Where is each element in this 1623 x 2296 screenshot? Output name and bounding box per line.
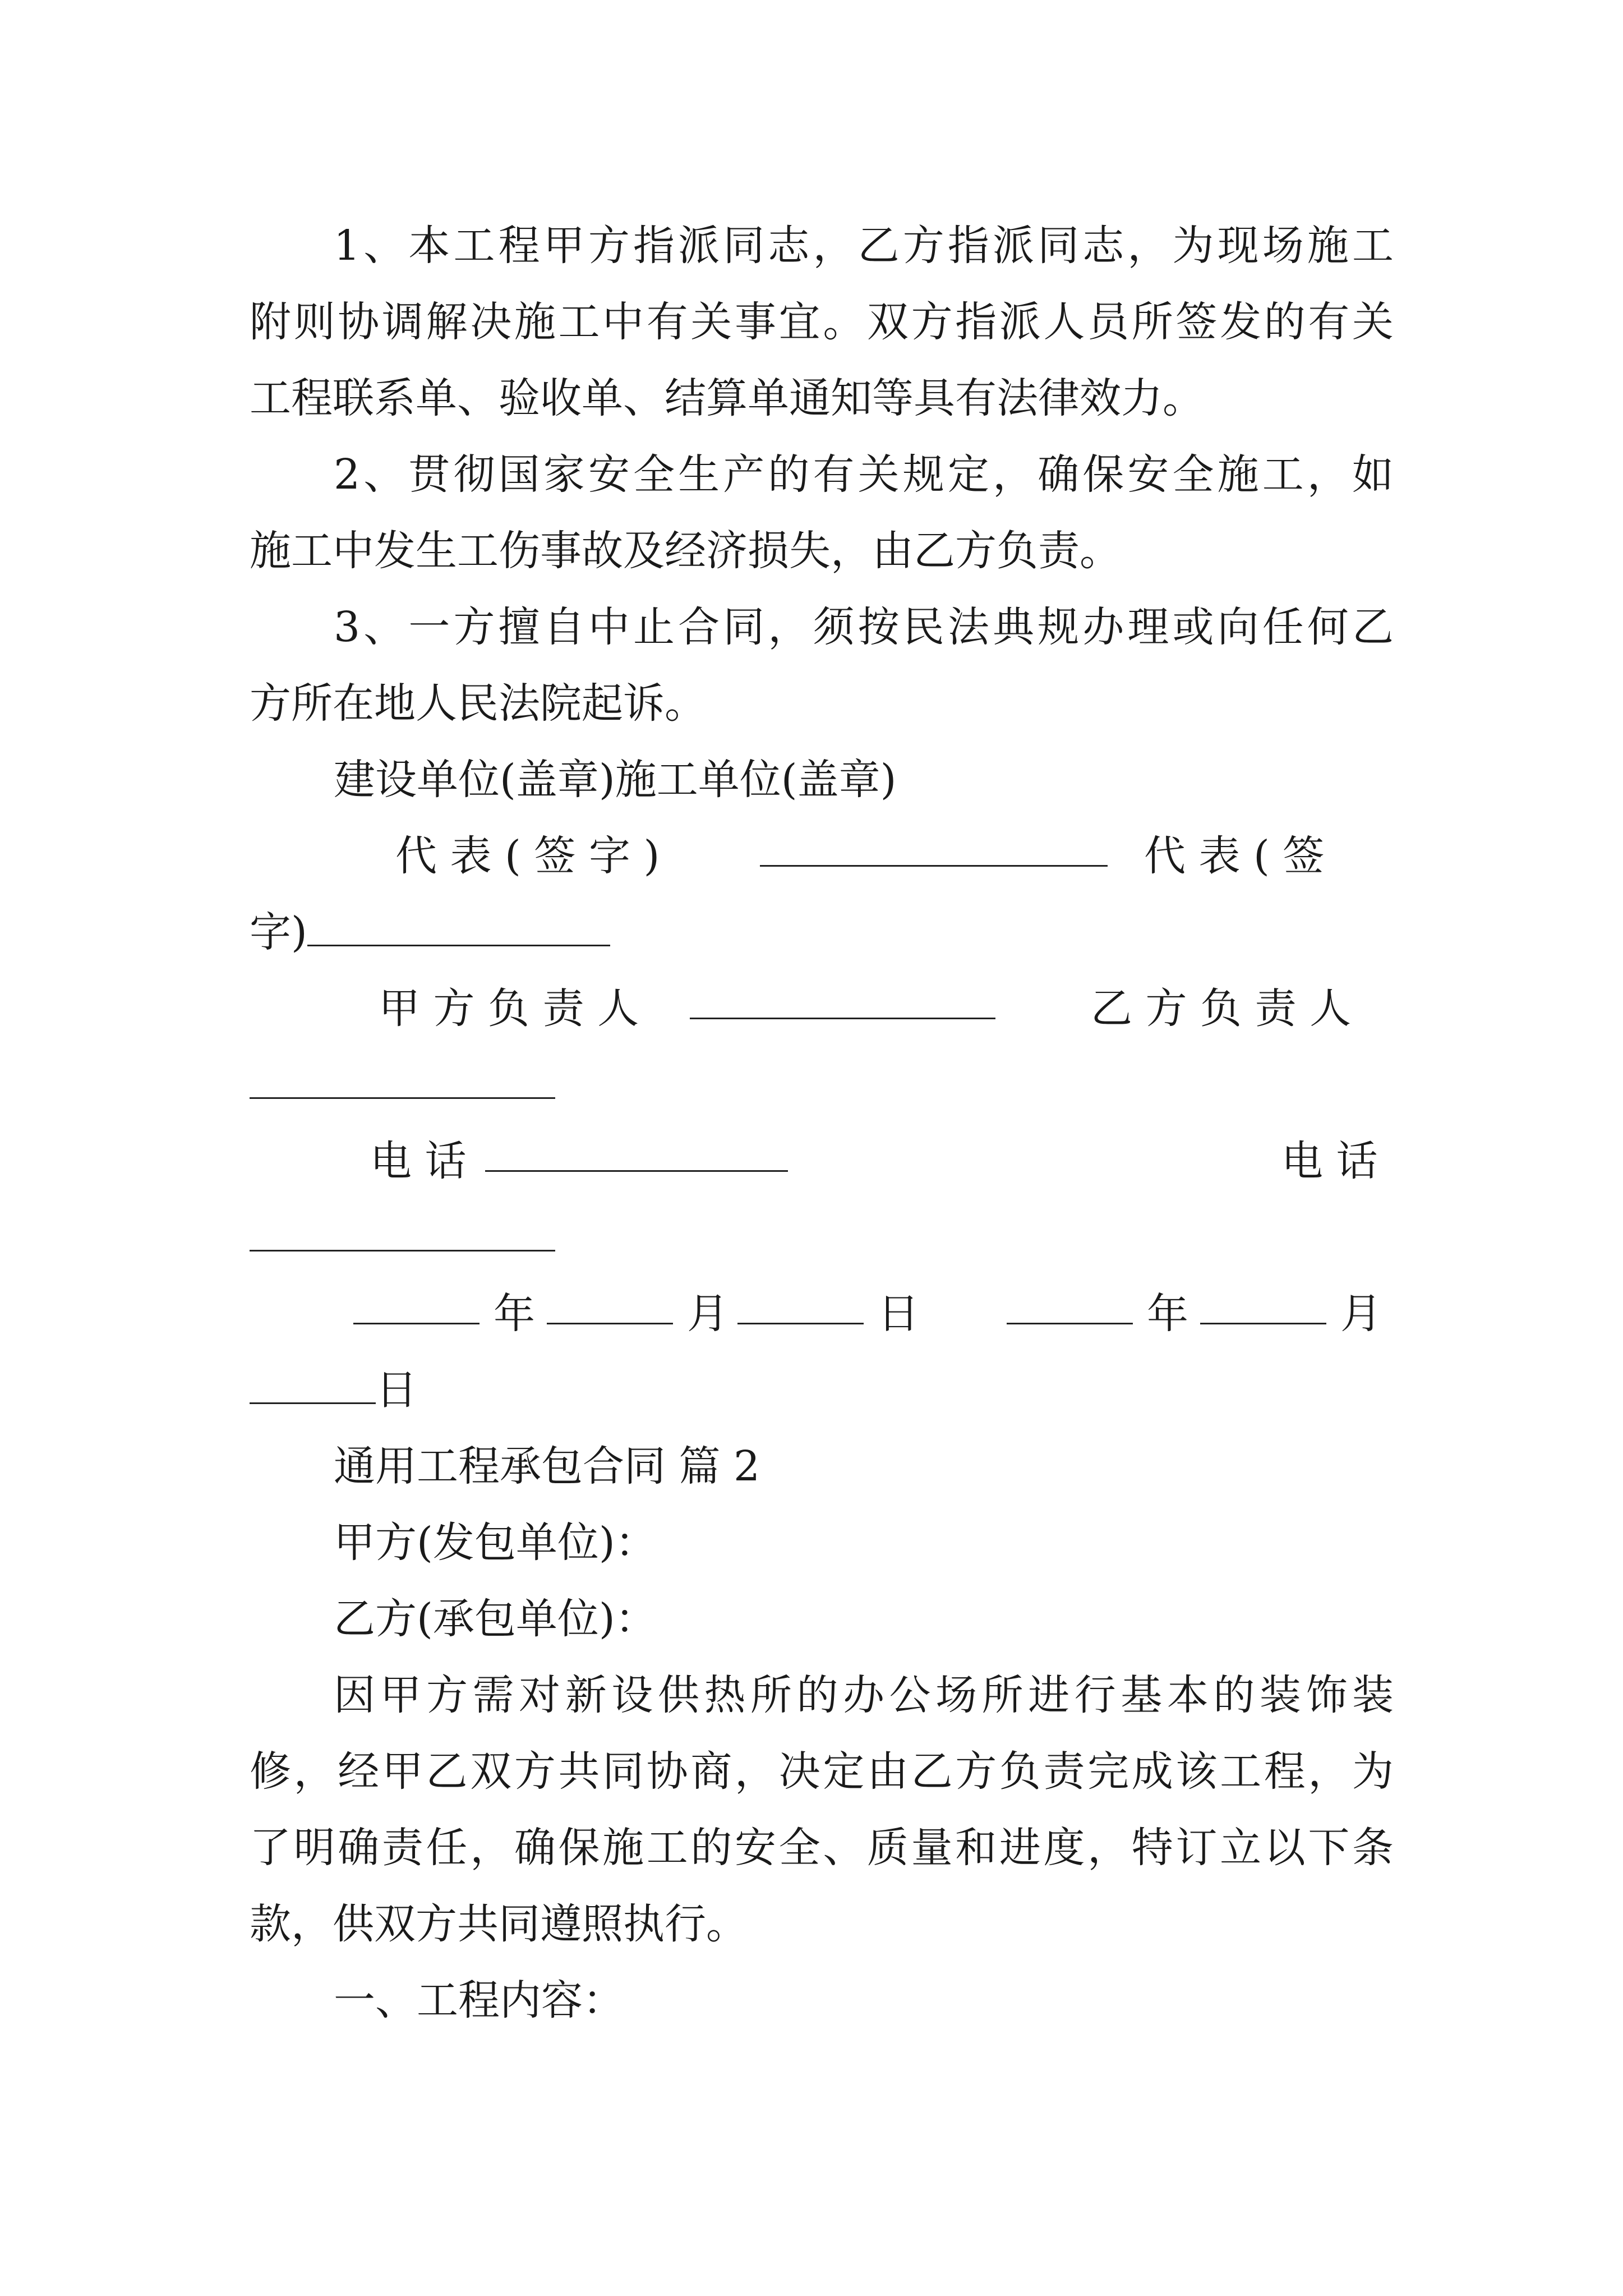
clause-3-line-1: 3、一方擅自中止合同，须按民法典规办理或向任何乙	[334, 603, 1394, 651]
date-a-year-blank	[353, 1286, 479, 1324]
date-a-month-label: 月	[687, 1290, 728, 1338]
clause-1-line-3: 工程联系单、验收单、结算单通知等具有法律效力。	[250, 374, 1204, 422]
head-a-label: 甲 方 负 责 人	[379, 984, 639, 1033]
phone-row-cont	[250, 1209, 1394, 1266]
seal-line: 建设单位(盖章)施工单位(盖章)	[334, 756, 897, 804]
item-1-heading: 一、工程内容：	[334, 1976, 624, 2024]
phone-a-label: 电 话	[370, 1137, 467, 1185]
head-a-blank	[690, 981, 995, 1019]
clause-1-line-2: 附则协调解决施工中有关事宜。双方指派人员所签发的有关	[250, 298, 1394, 346]
representative-row-cont	[250, 904, 1394, 960]
phone-b-blank	[250, 1213, 555, 1251]
date-b-day-label: 日	[376, 1366, 417, 1414]
head-b-label: 乙 方 负 责 人	[1091, 984, 1352, 1033]
date-b-year-blank	[1007, 1286, 1133, 1324]
phone-b-label: 电 话	[1281, 1137, 1378, 1185]
rep-b-signature-blank	[307, 908, 610, 946]
clause-2-line-2: 施工中发生工伤事故及经济损失，由乙方负责。	[250, 527, 1121, 575]
clause-3-line-2: 方所在地人民法院起诉。	[250, 679, 706, 728]
intro-line-3: 了明确责任，确保施工的安全、质量和进度，特订立以下条	[250, 1824, 1394, 1872]
date-b-month-blank	[1200, 1286, 1326, 1324]
party-a-line: 甲方(发包单位)：	[334, 1519, 657, 1567]
phone-a-blank	[485, 1133, 788, 1172]
date-a-month-blank	[547, 1286, 673, 1324]
clause-2-line-1: 2、贯彻国家安全生产的有关规定，确保安全施工，如	[334, 450, 1394, 499]
responsible-row	[250, 981, 1394, 1037]
head-b-blank	[250, 1060, 555, 1099]
party-b-line: 乙方(承包单位)：	[334, 1595, 657, 1643]
rep-b-label-cont: 字)	[250, 908, 307, 956]
date-a-day-label: 日	[878, 1290, 919, 1338]
date-row-cont	[250, 1362, 1394, 1418]
rep-b-label: 代 表 ( 签	[1144, 832, 1325, 880]
date-a-year-label: 年	[494, 1290, 535, 1338]
date-a-day-blank	[737, 1286, 864, 1324]
date-row	[250, 1286, 1394, 1342]
phone-row	[250, 1133, 1394, 1189]
rep-a-label: 代 表 ( 签 字 )	[395, 832, 660, 880]
date-b-month-label: 月	[1340, 1290, 1382, 1338]
intro-line-2: 修，经甲乙双方共同协商，决定由乙方负责完成该工程，为	[250, 1747, 1394, 1796]
clause-1-line-1: 1、本工程甲方指派同志，乙方指派同志，为现场施工	[334, 222, 1394, 270]
representative-row	[250, 828, 1394, 884]
date-b-day-blank	[250, 1365, 376, 1404]
intro-line-4: 款，供双方共同遵照执行。	[250, 1900, 748, 1948]
date-b-year-label: 年	[1147, 1290, 1188, 1338]
section-2-title: 通用工程承包合同 篇 2	[334, 1442, 760, 1490]
responsible-row-cont	[250, 1057, 1394, 1113]
rep-a-signature-blank	[760, 828, 1108, 867]
intro-line-1: 因甲方需对新设供热所的办公场所进行基本的装饰装	[334, 1671, 1394, 1719]
